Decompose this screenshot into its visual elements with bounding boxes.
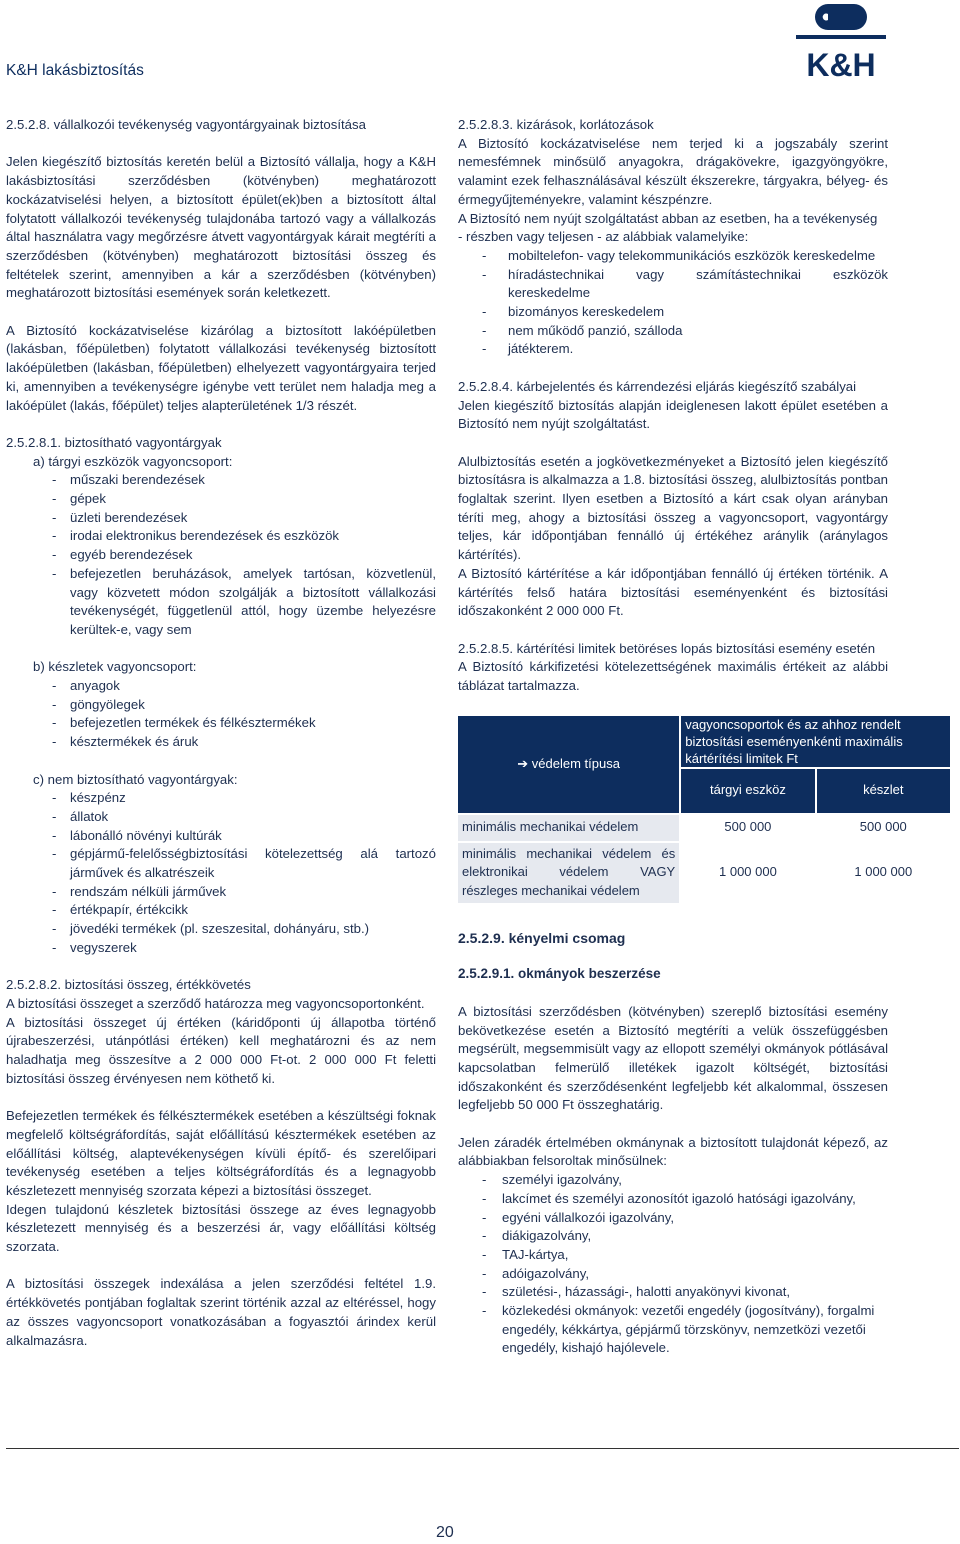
paragraph: A biztosítási szerződésben (kötvényben) szereplő biztosítási esemény bekövetkezése esetén a Biztosító megtéríti a velük összefüggésben megsérült, megsemmisült vagy az ellopott személyi okmányok pótlásával kapcsolatban felmerülő illetékek igazolt költségét, biztosítási időszakonként és szerződésenként legfeljebb két alkalommal, összesen legfeljebb 50 000 Ft összeghatárig. bbox=[458, 1003, 888, 1113]
list-item: - játékterem. bbox=[482, 340, 888, 359]
footer-divider bbox=[6, 1448, 959, 1449]
list-item: - diákigazolvány, bbox=[482, 1227, 888, 1246]
table-col-header: tárgyi eszköz bbox=[681, 769, 814, 813]
list-item: - mobiltelefon- vagy telekommunikációs eszközök kereskedelme bbox=[482, 247, 888, 266]
list-title: a) tárgyi eszközök vagyoncsoport: bbox=[33, 453, 233, 469]
list-item: - állatok bbox=[52, 808, 436, 827]
list-item: - irodai elektronikus berendezések és eszközök bbox=[52, 527, 436, 546]
list-item: - anyagok bbox=[52, 677, 436, 696]
list-item: - rendszám nélküli járművek bbox=[52, 883, 436, 902]
table-row-label: minimális mechanikai védelem bbox=[458, 815, 679, 841]
list-item: - vegyszerek bbox=[52, 939, 436, 958]
list-item: - bizományos kereskedelem bbox=[482, 303, 888, 322]
paragraph: A biztosítási összegek indexálása a jelen szerződési feltétel 1.9. értékkövetés pontjában foglaltak szerint történik azzal az eltéréssel, hogy az összes vagyoncsoport vonatkozásában a fogyasztói árindex kerül alkalmazásra. bbox=[6, 1276, 436, 1348]
list-item: - befejezetlen beruházások, amelyek tartósan, közvetlenül, vagy közvetett módon szolgálják a biztosított vállalkozási tevékenységét, függetlenül attól, hogy üzembe helyezésre kerültek-e, vagy sem bbox=[52, 565, 436, 640]
subsection-title: 2.5.2.8.5. kártérítési limitek betöréses lopás biztosítási esemény esetén bbox=[458, 640, 876, 656]
page-number: 20 bbox=[436, 1524, 454, 1541]
paragraph: Jelen záradék értelmében okmánynak a biztosított tulajdonát képező, az alábbiakban felsoroltak minősülnek: bbox=[458, 1134, 888, 1169]
subsection-title: 2.5.2.8.4. kárbejelentés és kárrendezési eljárás kiegészítő szabályai bbox=[458, 378, 857, 394]
list-item: - személyi igazolvány, bbox=[482, 1171, 888, 1190]
list-item: - közlekedési okmányok: vezetői engedély (jogosítvány), forgalmi engedély, kékkártya, gépjármű törzskönyv, nemzetközi vezetői engedély, kishajó hajólevele. bbox=[482, 1302, 888, 1358]
paragraph: A Biztosító kockázatviselése kizárólag a biztosított lakóépületben (lakásban, főépületben) folytatott vállalkozási tevékenység biztosított lakóépületben (lakásban, főépületben) elhelyezett vagyontárgyaira terjed ki, amennyiben a tevékenységre igénybe vett terület nem haladja meg a lakóépület (lakás, főépület) teljes alapterületének 1/3 részét. bbox=[6, 322, 436, 413]
paragraph: Alulbiztosítás esetén a jogkövetkezményeket a Biztosító jelen kiegészítő biztosításra is alkalmazza a 1.8. biztosítási összeg, alulbiztosítás pontban foglaltak szerint. Ilyen esetben a Biztosító a kárt csak olyan arányban téríti meg, ahogy a biztosítási összeg a vagyoncsoport, vagyontárgy teljes, kár időpontjában fennálló új értékéhez aránylik (aránylagos kártérítés). bbox=[458, 453, 888, 563]
subsection-title: 2.5.2.8.3. kizárások, korlátozások bbox=[458, 117, 654, 132]
paragraph: A biztosítási összeget a szerződő határozza meg vagyoncsoportonként. bbox=[6, 995, 425, 1011]
section-title: 2.5.2.8. vállalkozói tevékenység vagyontárgyainak biztosítása bbox=[6, 117, 366, 132]
list-item: - befejezetlen termékek és félkésztermékek bbox=[52, 714, 436, 733]
list-item: - lábonálló növényi kultúrák bbox=[52, 827, 436, 846]
paragraph: Idegen tulajdonú készletek biztosítási összege az éves legnagyobb készletezett mennyiség és a beszerzési ár, vagy előállítási költség szorzata. bbox=[6, 1201, 436, 1255]
paragraph: A Biztosító nem nyújt szolgáltatást abban az esetben, ha a tevékenység bbox=[458, 210, 878, 226]
subsection-title: 2.5.2.8.1. biztosítható vagyontárgyak bbox=[6, 434, 222, 450]
table-group-header: vagyoncsoportok és az ahhoz rendelt biztosítási eseményenkénti maximális kártérítési limitek Ft bbox=[681, 716, 950, 767]
list-item: - adóigazolvány, bbox=[482, 1265, 888, 1284]
subsection-title: 2.5.2.8.2. biztosítási összeg, értékkövetés bbox=[6, 977, 251, 993]
paragraph: A Biztosító kockázatviselése nem terjed ki a jogszabály szerint nemesfémnek minősülő anyagokra, drágakövekre, igazgyöngyökre, valamint ezek felhasználásával készült ékszerekre, tárgyakra, bélyeg- és érmegyűjteményekre, valamint készpénzre. bbox=[458, 135, 888, 207]
kh-logo bbox=[792, 2, 890, 80]
list-item: - híradástechnikai vagy számítástechnikai eszközök kereskedelme bbox=[482, 266, 888, 303]
svg-text:K&H: K&H bbox=[806, 47, 876, 80]
list-item: - nem működő panzió, szálloda bbox=[482, 322, 888, 341]
list-item: - értékpapír, értékcikk bbox=[52, 901, 436, 920]
list-item: - késztermékek és áruk bbox=[52, 733, 436, 752]
paragraph: A Biztosító kárkifizetési kötelezettségének maximális értékeit az alábbi táblázat tartalmazza. bbox=[458, 659, 888, 694]
list-item: - lakcímet és személyi azonosítót igazoló hatósági igazolvány, bbox=[482, 1190, 888, 1209]
list-item: - TAJ-kártya, bbox=[482, 1246, 888, 1265]
paragraph: Jelen kiegészítő biztosítás keretén belül a Biztosító vállalja, hogy a K&H lakásbiztosítási szerződésben (kötvényben) meghatározott kockázatviselési helyen, a biztosított épület(ek)ben a biztosított által folytatott vállalkozói tevékenység tulajdonába tartozó vagy a vállalkozás által használatra vagy megőrzésre átvett vagyontárgyak kárait megtéríti a szerződésben (kötvényben) meghatározott biztosítási összeg és feltételek szerint, amennyiben a kár a szerződésben (kötvényben) meghatározott biztosítási események során keletkezett. bbox=[6, 154, 436, 301]
paragraph: - részben vagy teljesen - az alábbiak valamelyike: bbox=[458, 229, 749, 245]
table-cell: 1 000 000 bbox=[854, 864, 913, 880]
list-item: - egyéb berendezések bbox=[52, 546, 436, 565]
table-row bbox=[458, 843, 950, 903]
paragraph: A Biztosító kártérítése a kár időpontjában fennálló új értéken történik. A kártérítés felső határa biztosítási eseményenként és biztosítási időszakonként 2 000 000 Ft. bbox=[458, 565, 888, 619]
subsection-title: 2.5.2.9.1. okmányok beszerzése bbox=[458, 966, 661, 982]
list-item: - jövedéki termékek (pl. szeszesital, dohányáru, stb.) bbox=[52, 920, 436, 939]
page-header-title: K&H lakásbiztosítás bbox=[6, 62, 144, 79]
list-item: - üzleti berendezések bbox=[52, 509, 436, 528]
table-row-label: minimális mechanikai védelem és elektronikai védelem VAGY részleges mechanikai védelem bbox=[458, 843, 679, 903]
list-item: - születési-, házassági-, halotti anyakönyvi kivonat, bbox=[482, 1283, 888, 1302]
list-item: - gépjármű-felelősségbiztosítási kötelezettség alá tartozó járművek és alkatrészeik bbox=[52, 845, 436, 882]
list-item: - gépek bbox=[52, 490, 436, 509]
table-cell: 1 000 000 bbox=[719, 864, 777, 880]
paragraph: Befejezetlen termékek és félkésztermékek esetében a készültségi foknak megfelelő költségráfordítás, saját előállítású késztermékek esetében az előállítási költség, alaptevékenységen kívüli építő- és szerelőipari tevékenység esetében a teljes költségráfordítás és a legnagyobb készletezett mennyiség szorzata képezi a biztosítási összeget. bbox=[6, 1108, 436, 1198]
left-column bbox=[6, 116, 436, 1350]
section-title: 2.5.2.9. kényelmi csomag bbox=[458, 929, 626, 946]
table-cell: 500 000 bbox=[859, 819, 907, 835]
list-item: - egyéni vállalkozói igazolvány, bbox=[482, 1209, 888, 1228]
list-item: - műszaki berendezések bbox=[52, 471, 436, 490]
paragraph: Jelen kiegészítő biztosítás alapján ideiglenesen lakott épület esetében a Biztosító nem nyújt szolgáltatást. bbox=[458, 397, 888, 432]
paragraph: A biztosítási összeget új értéken (káridőponti új állapotba történő újrabeszerzési, utánpótlási értéken) kell meghatározni és az nem haladhatja meg összesítve a 2 000 000 Ft-ot. 2 000 000 Ft feletti biztosítási összeg érvényesen nem köthető ki. bbox=[6, 1014, 436, 1086]
list-item: - készpénz bbox=[52, 789, 436, 808]
right-column bbox=[458, 116, 913, 1358]
table-cell: 500 000 bbox=[724, 819, 772, 835]
table-col-header: készlet bbox=[817, 769, 950, 813]
list-title: c) nem biztosítható vagyontárgyak: bbox=[33, 771, 238, 787]
list-item: - göngyölegek bbox=[52, 696, 436, 715]
table-corner-header: ➔ védelem típusa bbox=[458, 716, 679, 813]
list-title: b) készletek vagyoncsoport: bbox=[33, 659, 197, 675]
limits-table bbox=[456, 714, 952, 905]
table-row bbox=[458, 815, 950, 841]
